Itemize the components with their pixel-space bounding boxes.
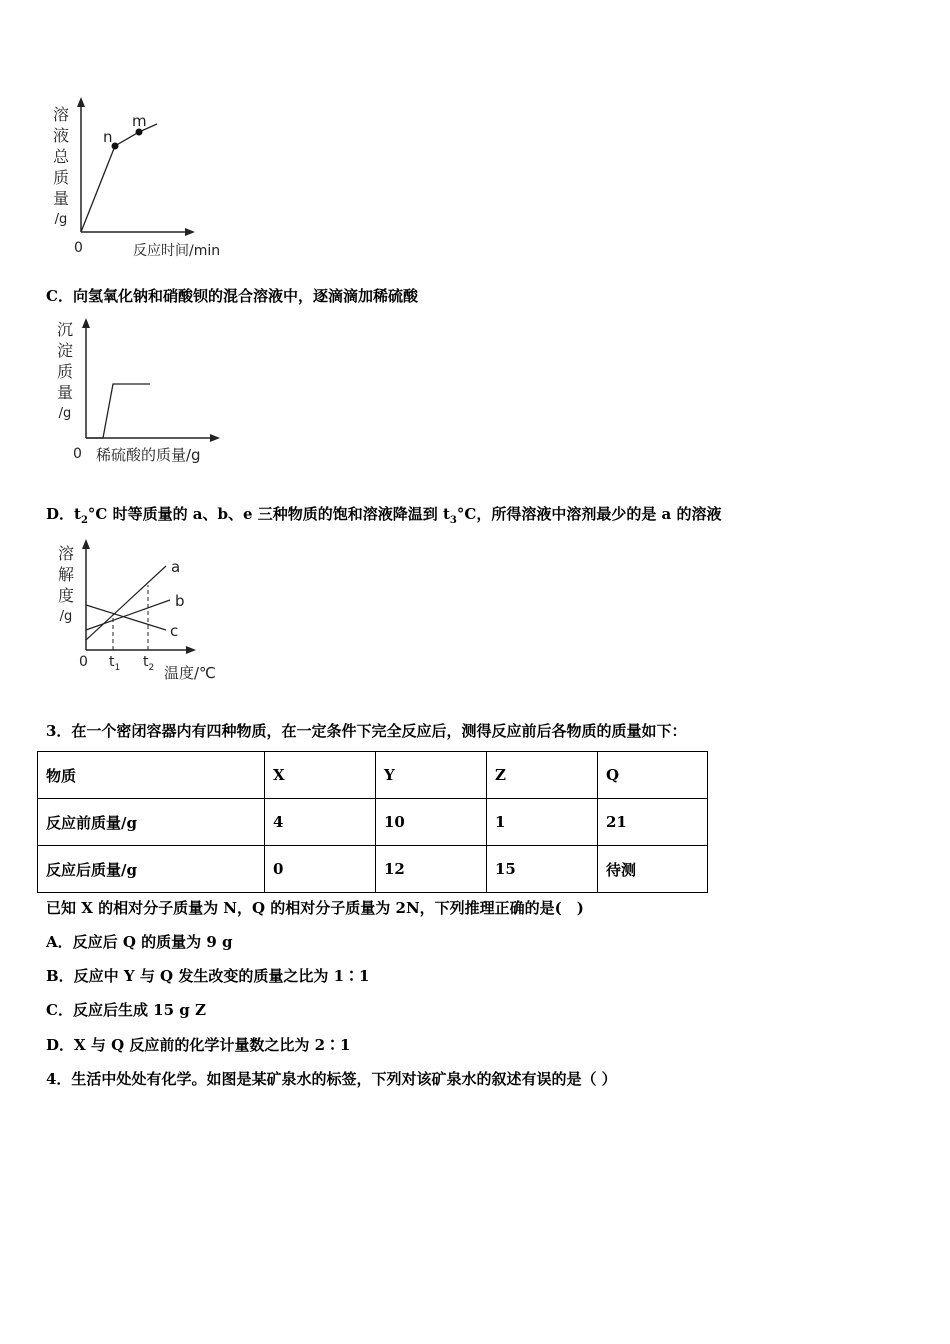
q3-option-a: A．反应后 Q 的质量为 9 g	[46, 933, 233, 951]
table-header-cell: X	[265, 752, 376, 799]
mass-table	[37, 751, 708, 893]
graph-d-t2: $t_2$	[143, 654, 155, 673]
table-cell: 21	[598, 799, 708, 846]
curve-b-line	[86, 600, 170, 630]
table-cell: 待测	[598, 846, 708, 893]
graph-c-y-label: 沉 淀 质 量 /g	[56, 320, 73, 421]
point-m-label: m	[132, 112, 147, 130]
point-n-label: n	[103, 128, 113, 146]
option-d-text: D．$t_2^\circ C$ 时等质量的 a、b、e 三种物质的饱和溶液降温到 $t_3^\circ C$，所得溶液中溶剂最少的是 a 的溶液	[46, 505, 722, 526]
table-cell: 4	[265, 799, 376, 846]
table-header-cell: 物质	[38, 752, 265, 799]
graph-b-origin: 0	[74, 240, 83, 256]
graph-c-x-label: 稀硫酸的质量/g	[96, 446, 201, 464]
q3-note: 已知 X 的相对分子质量为 N，Q 的相对分子质量为 2N，下列推理正确的是( )	[46, 899, 584, 917]
curve-c-label: c	[170, 622, 179, 640]
table-cell: 10	[376, 799, 487, 846]
graph-d-y-label: 溶 解 度 /g	[57, 544, 74, 624]
graph-b-x-label: 反应时间/min	[133, 243, 221, 259]
table-header-cell: Y	[376, 752, 487, 799]
table-row	[38, 799, 708, 846]
q3-option-d: D．X 与 Q 反应前的化学计量数之比为 2∶1	[46, 1036, 351, 1054]
curve-b-label: b	[175, 592, 185, 610]
table-cell: 12	[376, 846, 487, 893]
table-header-row	[38, 752, 708, 799]
table-cell: 0	[265, 846, 376, 893]
graph-b-y-label: 溶 液 总 质 量 /g	[52, 105, 69, 227]
graph-c-origin: 0	[73, 446, 82, 462]
table-row	[38, 846, 708, 893]
curve-a-label: a	[171, 558, 181, 576]
table-cell: 反应前质量/g	[38, 799, 265, 846]
curve-a-line	[86, 566, 166, 640]
table-header-cell: Z	[487, 752, 598, 799]
q3-option-b: B．反应中 Y 与 Q 发生改变的质量之比为 1∶1	[46, 967, 370, 985]
graph-d-x-label: 温度/℃	[164, 664, 216, 682]
table-cell: 1	[487, 799, 598, 846]
graph-d-t1: $t_1$	[109, 654, 121, 673]
option-c-text: C．向氢氧化钠和硝酸钡的混合溶液中，逐滴滴加稀硫酸	[46, 287, 418, 305]
table-cell: 15	[487, 846, 598, 893]
q3-option-c: C．反应后生成 15 g Z	[46, 1001, 206, 1019]
table-header-cell: Q	[598, 752, 708, 799]
table-cell: 反应后质量/g	[38, 846, 265, 893]
q3-stem: 3．在一个密闭容器内有四种物质，在一定条件下完全反应后，测得反应前后各物质的质量如下：	[46, 722, 687, 740]
q4-stem: 4．生活中处处有化学。如图是某矿泉水的标签，下列对该矿泉水的叙述有误的是（ ）	[46, 1070, 617, 1088]
graph-d-origin: 0	[79, 654, 88, 670]
